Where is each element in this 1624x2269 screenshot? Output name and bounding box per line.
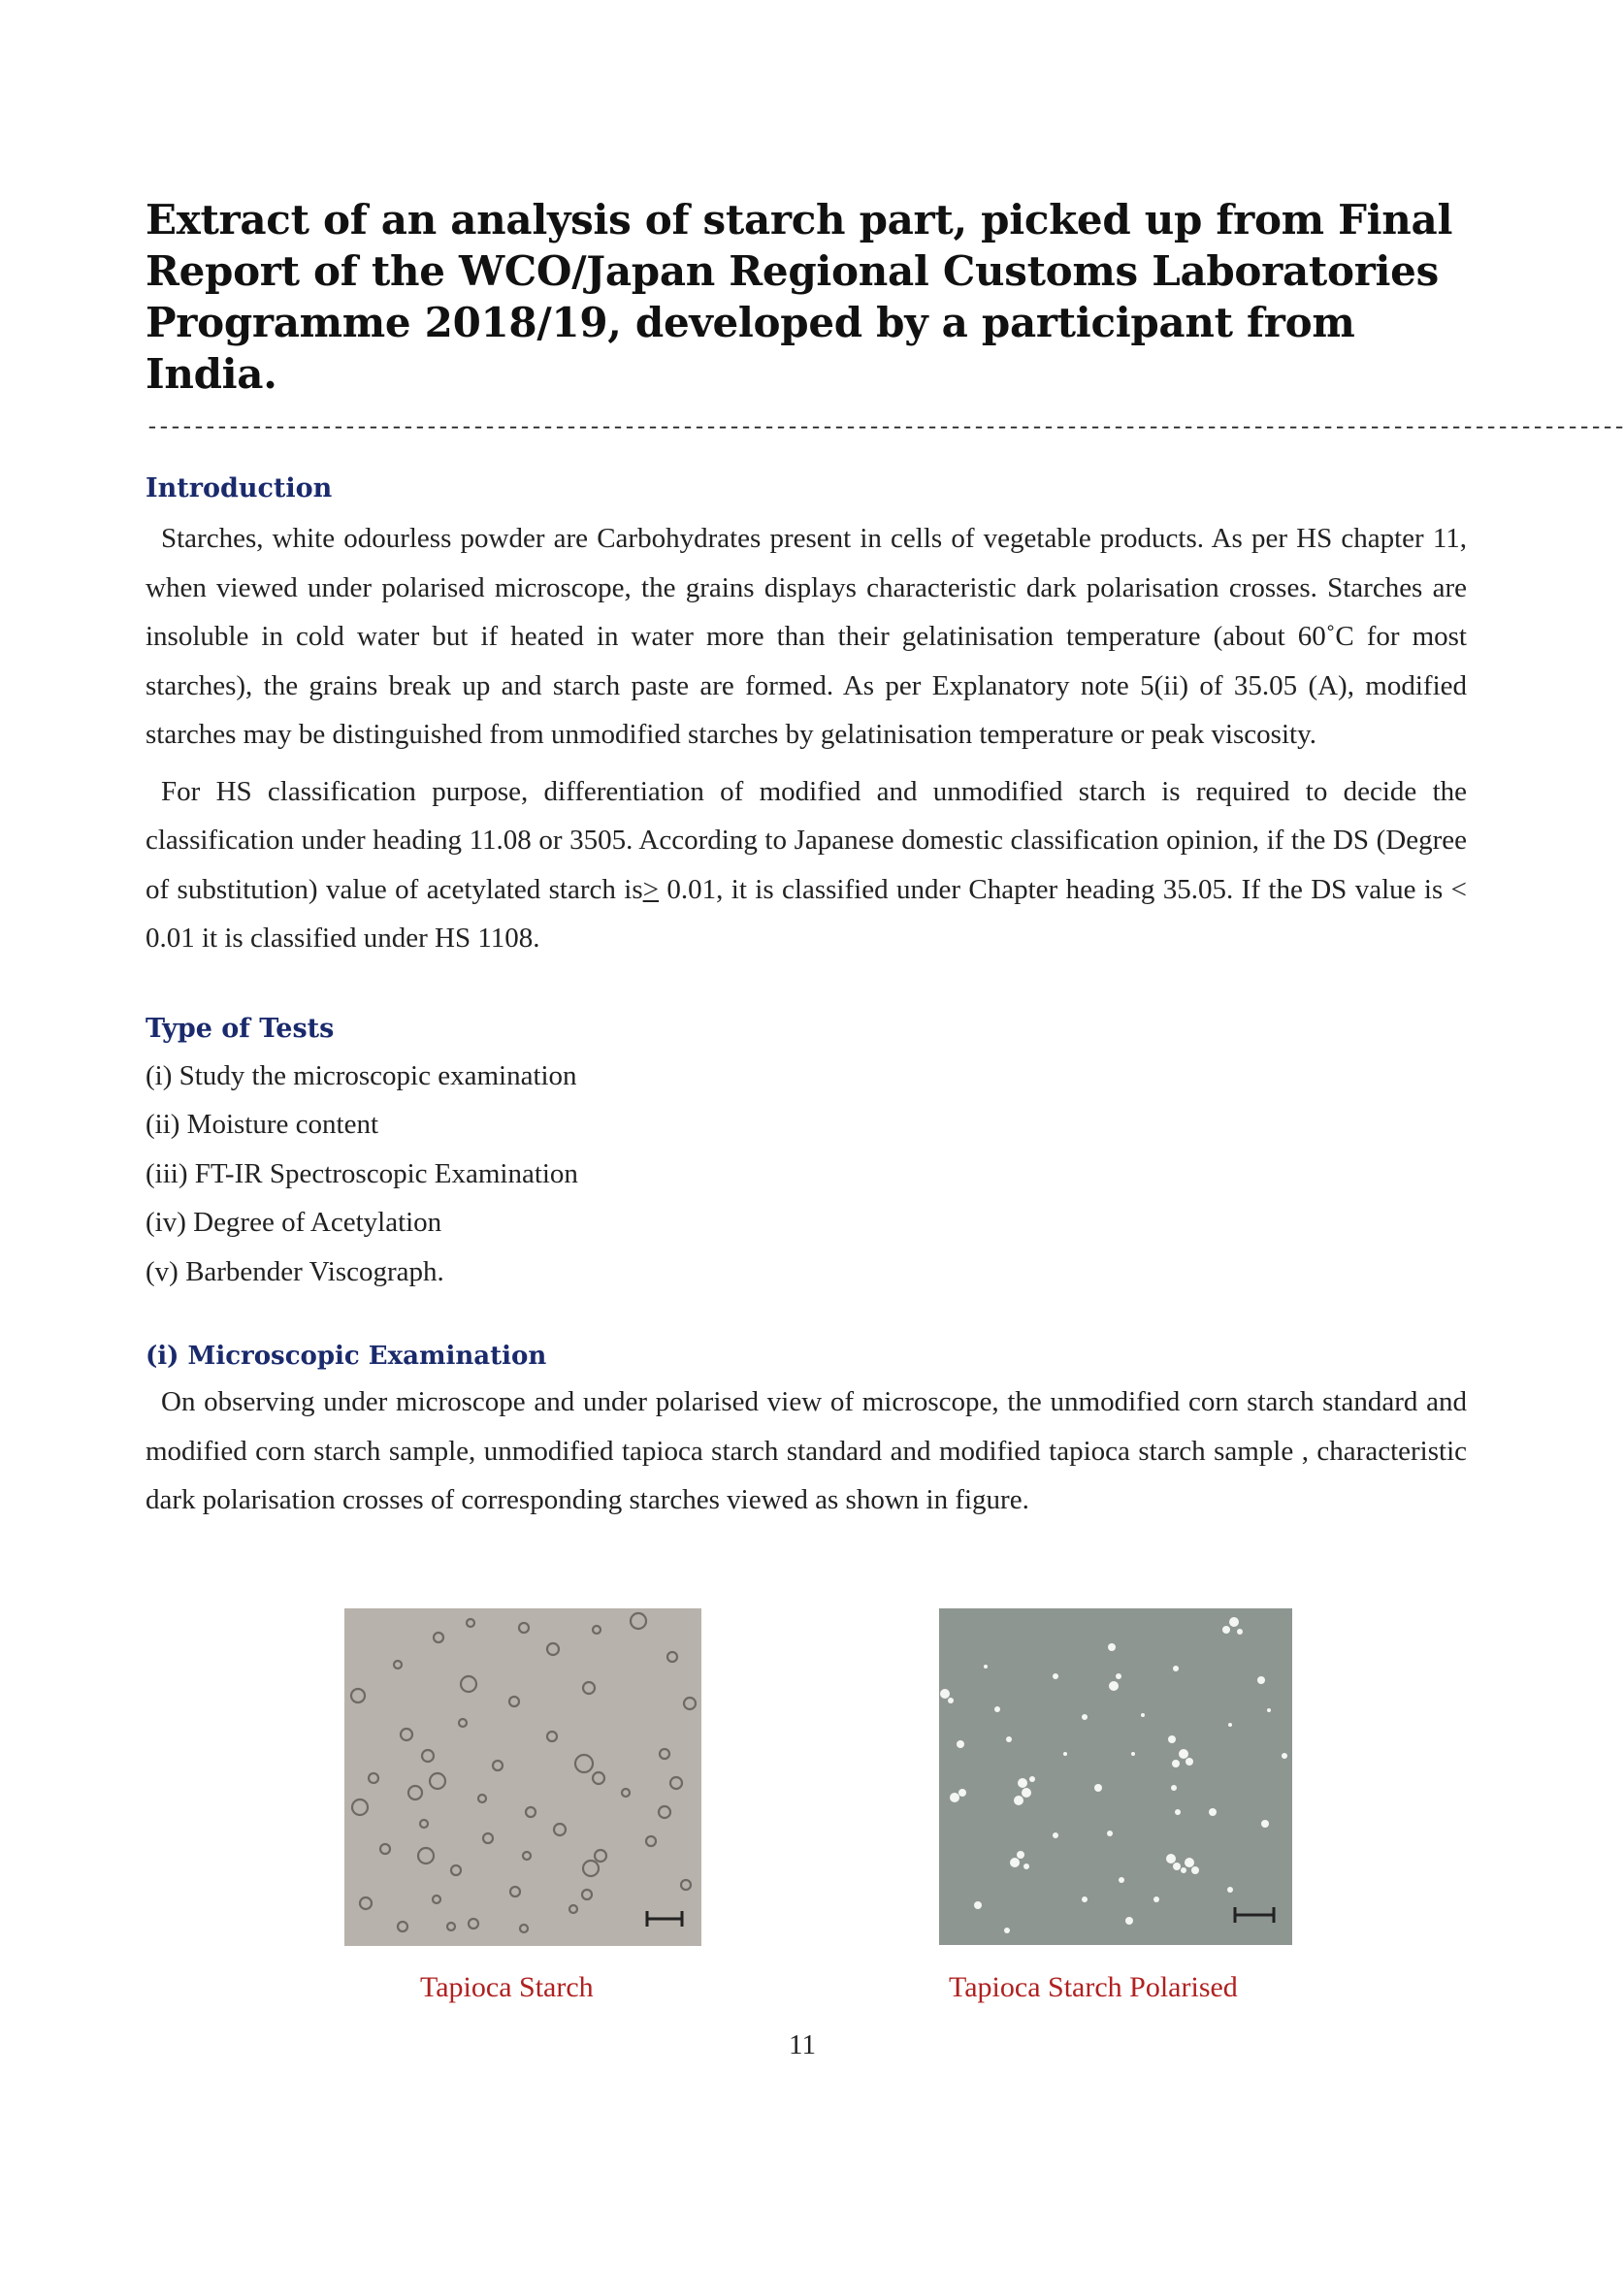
list-item: (ii) Moisture content	[146, 1109, 379, 1140]
greater-equal-symbol: >	[642, 873, 659, 905]
microscopic-heading: (i) Microscopic Examination	[146, 1342, 547, 1371]
page-number: 11	[789, 2029, 816, 2060]
tapioca-starch-polarised-micrograph	[939, 1608, 1292, 1945]
tests-section	[146, 1012, 1467, 1297]
figure-caption: Tapioca Starch	[420, 1971, 594, 2003]
microscopic-paragraph: On observing under microscope and under polarised view of microscope, the unmodified corn starch standard and modified corn starch sample, unmodified tapioca starch standard and modified tapioca starch sample , characteristic dark polarisation crosses of corresponding starches viewed as shown in figure.	[146, 1386, 1467, 1515]
tests-heading: Type of Tests	[146, 1013, 335, 1044]
introduction-section	[146, 471, 1467, 963]
tests-list	[146, 1052, 1467, 1297]
figure-caption: Tapioca Starch Polarised	[949, 1971, 1238, 2003]
list-item: (iv) Degree of Acetylation	[146, 1207, 442, 1238]
list-item: (i) Study the microscopic examination	[146, 1059, 577, 1091]
list-item: (v) Barbender Viscograph.	[146, 1255, 444, 1287]
document-page	[146, 194, 1624, 1525]
introduction-paragraph-2: For HS classification purpose, differentiation of modified and unmodified starch is required to decide the classification under heading 11.08 or 3505. According to Japanese domestic classification opinion, if the DS (Degree of substitution) value of acetylated starch is> 0.01, it is classified under Chapter heading 35.05. If the DS value is < 0.01 it is classified under HS 1108.	[146, 775, 1467, 954]
separator-line: -------------------------------------------------------------------------------------------------------------------------------	[146, 415, 1624, 440]
microscopic-section	[146, 1339, 1467, 1525]
document-title: Extract of an analysis of starch part, picked up from Final Report of the WCO/Japan Regional Customs Laboratories Programme 2018/19, developed by a participant from India.	[146, 196, 1453, 398]
introduction-paragraph-1: Starches, white odourless powder are Carbohydrates present in cells of vegetable products. As per HS chapter 11, when viewed under polarised microscope, the grains displays characteristic dark polarisation crosses. Starches are insoluble in cold water but if heated in water more than their gelatinisation temperature (about 60˚C for most starches), the grains break up and starch paste are formed. As per Explanatory note 5(ii) of 35.05 (A), modified starches may be distinguished from unmodified starches by gelatinisation temperature or peak viscosity.	[146, 523, 1467, 750]
list-item: (iii) FT-IR Spectroscopic Examination	[146, 1157, 578, 1189]
introduction-heading: Introduction	[146, 473, 333, 503]
tapioca-starch-micrograph	[344, 1608, 701, 1946]
